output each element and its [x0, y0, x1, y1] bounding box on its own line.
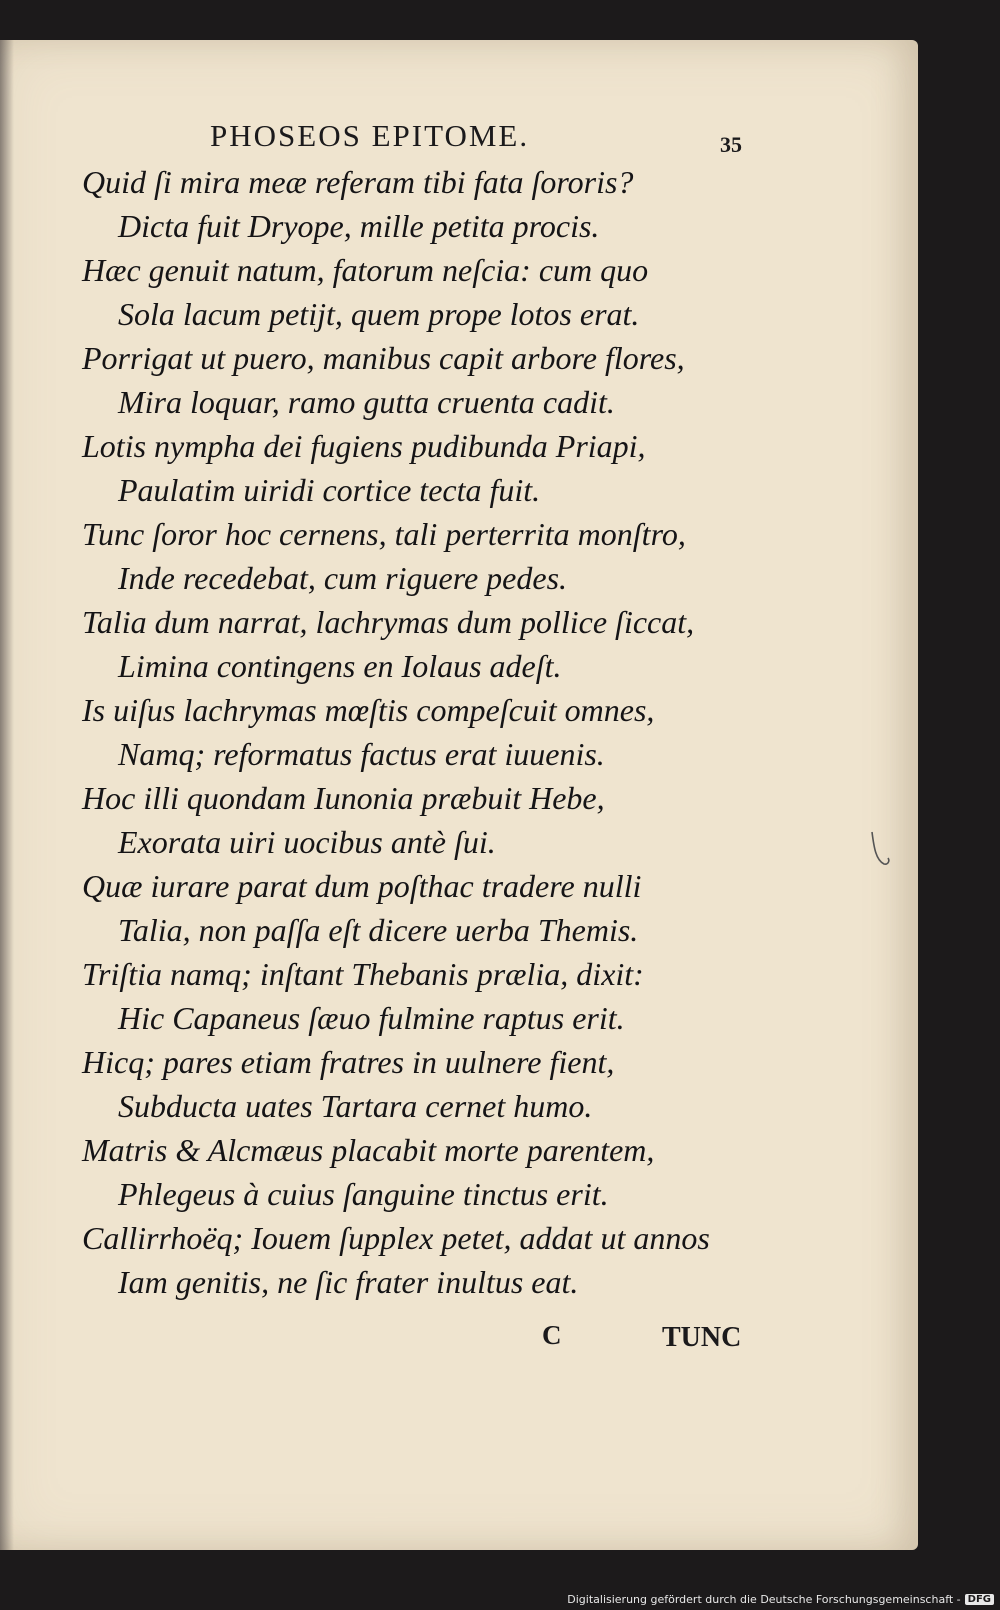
footer-credit: Digitalisierung gefördert durch die Deutsche Forschungsgemeinschaft -	[567, 1593, 961, 1606]
signature-mark: C	[542, 1320, 562, 1350]
pentameter-line: Paulatim uiridi cortice tecta fuit.	[118, 472, 541, 508]
hexameter-line: Callirrhoëq; Iouem ſupplex petet, addat ut annos	[82, 1220, 710, 1256]
hexameter-line: Tunc ſoror hoc cernens, tali perterrita monſtro,	[82, 516, 686, 552]
pentameter-line: Limina contingens en Iolaus adeſt.	[118, 648, 562, 684]
pentameter-line: Sola lacum petijt, quem prope lotos erat.	[118, 296, 640, 332]
pentameter-line: Exorata uiri uocibus antè ſui.	[118, 824, 496, 860]
page-number: 35	[720, 132, 742, 157]
hexameter-line: Lotis nympha dei fugiens pudibunda Priapi,	[82, 428, 646, 464]
pentameter-line: Iam genitis, ne ſic frater inultus eat.	[118, 1264, 579, 1300]
margin-mark-icon	[870, 830, 892, 870]
verse-block	[82, 160, 772, 1304]
digitization-footer	[567, 1593, 994, 1606]
hexameter-line: Hæc genuit natum, fatorum neſcia: cum quo	[82, 252, 649, 288]
hexameter-line: Triſtia namq; inſtant Thebanis prælia, dixit:	[82, 956, 644, 992]
hexameter-line: Hoc illi quondam Iunonia præbuit Hebe,	[82, 780, 605, 816]
pentameter-line: Subducta uates Tartara cernet humo.	[118, 1088, 593, 1124]
hexameter-line: Porrigat ut puero, manibus capit arbore flores,	[82, 340, 685, 376]
pentameter-line: Hic Capaneus ſæuo fulmine raptus erit.	[118, 1000, 625, 1036]
pentameter-line: Phlegeus à cuius ſanguine tinctus erit.	[118, 1176, 609, 1212]
pentameter-line: Mira loquar, ramo gutta cruenta cadit.	[118, 384, 615, 420]
catchword: TUNC	[662, 1322, 742, 1353]
pentameter-line: Inde recedebat, cum riguere pedes.	[118, 560, 568, 596]
hexameter-line: Quid ſi mira meæ referam tibi fata ſororis?	[82, 164, 634, 200]
hexameter-line: Hicq; pares etiam fratres in uulnere fient,	[82, 1044, 615, 1080]
pentameter-line: Namq; reformatus factus erat iuuenis.	[118, 736, 605, 772]
hexameter-line: Quæ iurare parat dum poſthac tradere nulli	[82, 868, 642, 904]
dfg-logo: DFG	[965, 1594, 994, 1605]
pentameter-line: Dicta fuit Dryope, mille petita procis.	[118, 208, 600, 244]
page-gutter-shadow	[0, 40, 14, 1550]
hexameter-line: Talia dum narrat, lachrymas dum pollice ſiccat,	[82, 604, 695, 640]
pentameter-line: Talia, non paſſa eſt dicere uerba Themis.	[118, 912, 639, 948]
running-head: PHOSEOS EPITOME.	[210, 118, 530, 153]
hexameter-line: Matris & Alcmæus placabit morte parentem,	[82, 1132, 655, 1168]
hexameter-line: Is uiſus lachrymas mœſtis compeſcuit omnes,	[82, 692, 655, 728]
